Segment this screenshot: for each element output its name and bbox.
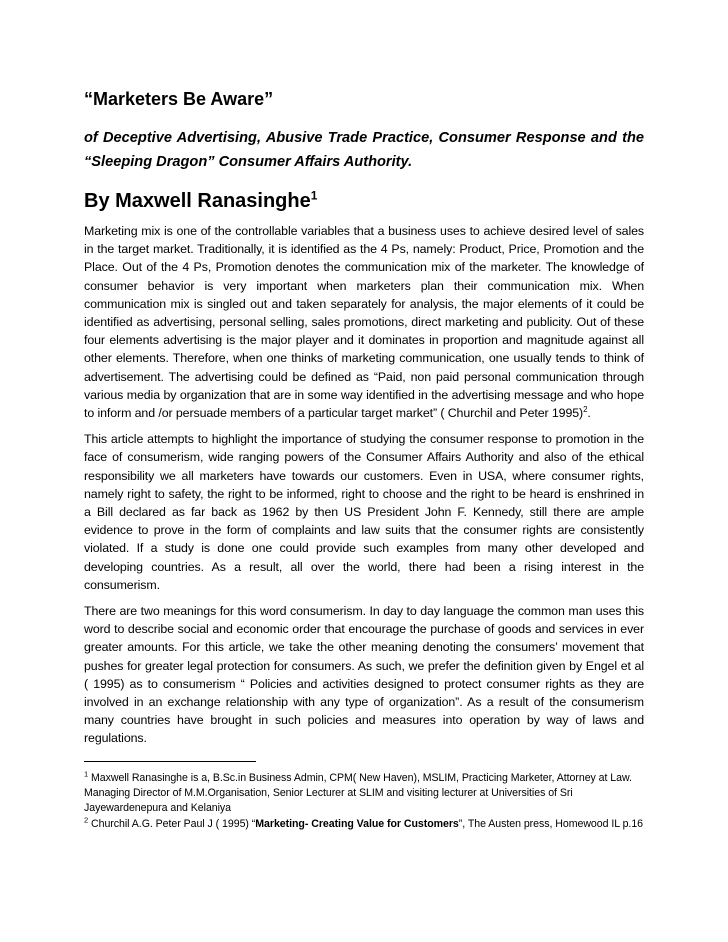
footnote-2 (84, 817, 644, 832)
footnote-2-book-title: Marketing- Creating Value for Customers (255, 817, 459, 830)
paragraph-1-end: . (587, 406, 591, 421)
footnote-1-text: Maxwell Ranasinghe is a, B.Sc.in Business Admin, CPM( New Haven), MSLIM, Practicing Marketer, Attorney at Law. Managing Director of M.M.Organisation, Senior Lecturer at SLIM and visiting lecturer at Universities of Sri Jayewardenepura and Kelaniya (84, 771, 632, 815)
footnote-2-post: ”, The Austen press, Homewood IL p.16 (458, 817, 643, 830)
footnote-2-pre: Churchil A.G. Peter Paul J ( 1995) “ (88, 817, 256, 830)
footnote-separator (84, 761, 256, 762)
paragraph-2: This article attempts to highlight the importance of studying the consumer response to promotion in the face of consumerism, wide ranging powers of the Consumer Affairs Authority and also of the ethical responsibility we all marketers have towards our customers. Even in USA, where consumer rights, namely right to safety, the right to be informed, right to choose and the right to be heard is enshrined in a Bill declared as far back as 1962 by then US President John F. Kennedy, still there are ample evidence to prove in the form of complaints and law suits that the consumer rights are consistently violated. If a study is done one could provide such examples from many other developed and developing countries. As a result, all over the world, there had been a rising interest in the consumerism. (84, 432, 644, 592)
footnote-2-mark: 2 (84, 815, 89, 825)
document-body (84, 86, 644, 832)
paragraph-3: There are two meanings for this word consumerism. In day to day language the common man uses this word to describe social and economic order that encourage the purchase of goods and services in ever greater amounts. For this article, we take the other meaning denoting the consumers’ movement that pushes for greater legal protection for consumers. As such, we prefer the definition given by Engel et al ( 1995) as to consumerism “ Policies and activities designed to protect consumer rights as they are involved in an exchange relationship with any type of organization”. As a result of the consumerism many countries have brought in such policies and measures into operation by way of laws and regulations. (84, 604, 644, 746)
author-byline (84, 186, 644, 216)
paragraph-1-text: Marketing mix is one of the controllable variables that a business uses to achieve desired level of sales in the target market. Traditionally, it is identified as the 4 Ps, namely: Product, Price, Promotion and the Place. Out of the 4 Ps, Promotion denotes the communication mix of the marketer. The knowledge of consumer behavior is very important when marketers plan their communication mix. When communication mix is singled out and taken separately for analysis, the major elements of it could be identified as advertising, personal selling, sales promotions, direct marketing and publicity. Out of these four elements advertising is the major player and it dominates in proportion and magnitude against all other elements. Therefore, when one thinks of marketing communication, one usually tends to think of advertisement. The advertising could be defined as “Paid, non paid personal communication through various media by organization that are in some way identified in the advertising message and who hope to inform and /or persuade members of a particular target market” ( Churchil and Peter 1995) (84, 224, 644, 421)
footnote-1-mark: 1 (84, 769, 89, 779)
footnote-ref-2[interactable]: 2 (583, 404, 588, 414)
article-subtitle: of Deceptive Advertising, Abusive Trade Practice, Consumer Response and the “Sleeping Dragon” Consumer Affairs Authority. (84, 130, 644, 170)
author-name: By Maxwell Ranasinghe (84, 190, 311, 212)
paragraph-1 (84, 222, 644, 422)
article-title: “Marketers Be Aware” (84, 89, 274, 109)
footnote-ref-1[interactable]: 1 (310, 188, 318, 203)
footnote-1 (84, 771, 644, 817)
